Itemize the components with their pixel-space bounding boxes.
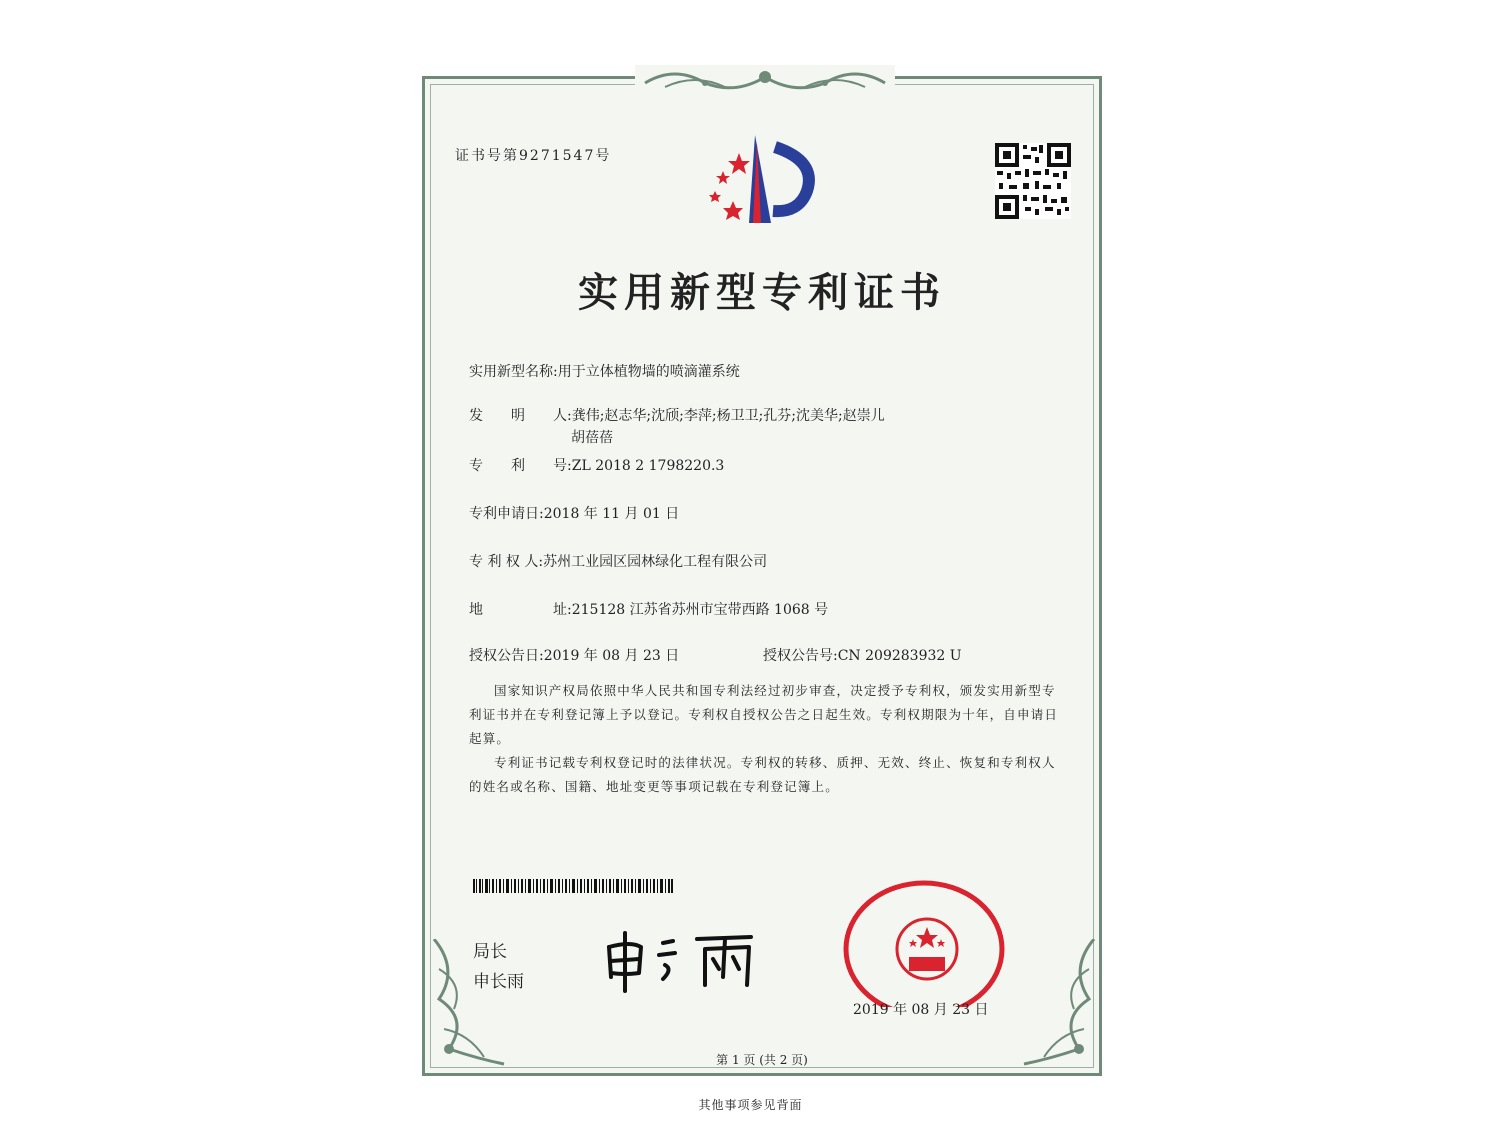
field-label: 授权公告日:: [469, 648, 544, 664]
field-value: 苏州工业园区园林绿化工程有限公司: [543, 554, 768, 570]
field-inventors: [469, 405, 885, 425]
field-label: 专 利 权 人:: [469, 554, 544, 570]
director-name: 申长雨: [473, 972, 524, 992]
director-title: 局长: [473, 942, 507, 962]
cnipa-logo-icon: [699, 133, 829, 233]
barcode-icon: [473, 879, 673, 893]
field-value: 2019 年 08 月 23 日: [543, 648, 680, 664]
field-address: [469, 599, 828, 619]
signature-icon: [601, 925, 771, 995]
certificate-title: 实用新型专利证书: [578, 270, 946, 316]
qr-code-icon: [995, 143, 1071, 219]
field-patentee: [469, 551, 767, 571]
legal-paragraph-1: 国家知识产权局依照中华人民共和国专利法经过初步审查，决定授予专利权，颁发实用新型专利证书并在专利登记簿上予以登记。专利权自授权公告之日起生效。专利权期限为十年，自申请日起算。: [469, 683, 1059, 746]
field-name: [469, 361, 740, 381]
field-label: 专 利 号:: [469, 458, 572, 474]
field-value: 用于立体植物墙的喷滴灌系统: [557, 364, 740, 380]
field-grant-no: [763, 645, 962, 665]
field-inventors-line2: 胡蓓蓓: [571, 430, 613, 446]
field-value: ZL 2018 2 1798220.3: [571, 458, 725, 474]
issue-date: 2019 年 08 月 23 日: [853, 1002, 989, 1018]
field-label: 实用新型名称:: [469, 364, 558, 380]
field-label: 授权公告号:: [763, 648, 838, 664]
field-value: 215128 江苏省苏州市宝带西路 1068 号: [571, 602, 829, 618]
field-label: 专利申请日:: [469, 506, 544, 522]
bottom-right-ornament: [1019, 939, 1099, 1069]
field-label: 发 明 人:: [469, 408, 572, 424]
field-value: CN 209283932 U: [837, 648, 962, 664]
field-value: 2018 年 11 月 01 日: [543, 506, 680, 522]
field-filing-date: [469, 503, 679, 523]
certificate-number: 证书号第9271547号: [455, 148, 612, 164]
legal-paragraph-2: 专利证书记载专利权登记时的法律状况。专利权的转移、质押、无效、终止、恢复和专利权人的姓名或名称、国籍、地址变更等事项记载在专利登记簿上。: [469, 755, 1056, 794]
field-grant-date: [469, 645, 679, 665]
field-label: 地 址:: [469, 602, 572, 618]
patent-certificate: [422, 76, 1102, 1076]
page-indicator: 第 1 页 (共 2 页): [716, 1053, 808, 1067]
legal-text: [469, 679, 1065, 799]
seal-stamp-icon: [839, 877, 1009, 1007]
footer-note: 其他事项参见背面: [698, 1098, 803, 1112]
top-ornament: [635, 65, 895, 95]
field-value: 龚伟;赵志华;沈颀;李萍;杨卫卫;孔芬;沈美华;赵崇儿: [571, 408, 885, 424]
field-patent-no: [469, 455, 724, 475]
